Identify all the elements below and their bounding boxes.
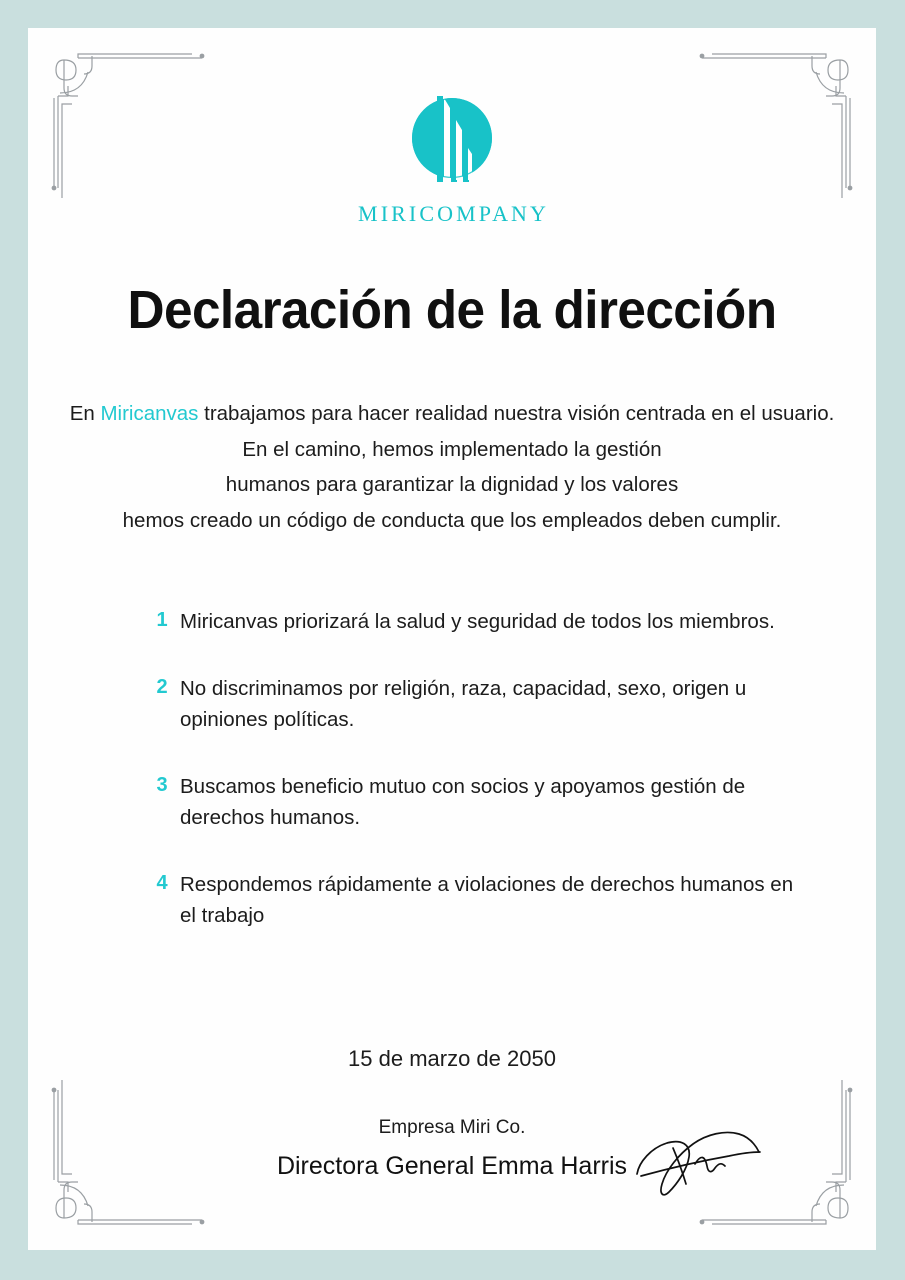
intro-line-1-suffix: trabajamos para hacer realidad nuestra visión centrada en el usuario. [198, 402, 835, 425]
clause-text: Miricanvas priorizará la salud y seguridad de todos los miembros. [180, 610, 775, 633]
handwritten-signature [633, 1118, 763, 1203]
logo-wordmark: MIRICOMPANY [358, 201, 550, 226]
clause-number: 3 [156, 773, 168, 796]
miricompany-building-circle-logo-icon [404, 90, 500, 186]
intro-line-1-prefix: En [69, 402, 101, 425]
company-name: Empresa Miri Co. [378, 1117, 526, 1138]
document-page [28, 28, 876, 1250]
intro-line-3: humanos para garantizar la dignidad y los valores [225, 473, 679, 496]
clause-item [124, 771, 806, 834]
intro-line-2: En el camino, hemos implementado la gestión [242, 437, 662, 461]
intro-brand-highlight: Miricanvas [100, 402, 199, 425]
clause-item [124, 606, 806, 638]
clause-number: 2 [156, 675, 168, 698]
clause-number: 4 [156, 871, 168, 894]
intro-line-4: hemos creado un código de conducta que los empleados deben cumplir. [122, 508, 782, 532]
clause-item [124, 673, 806, 736]
page-title: Declaración de la dirección [127, 280, 777, 340]
clause-text: Respondemos rápidamente a violaciones de derechos humanos en el trabajo [180, 872, 794, 927]
signer-name: Directora General Emma Harris [276, 1152, 628, 1180]
clause-number: 1 [156, 609, 168, 631]
intro-paragraph [68, 396, 836, 538]
clause-list [124, 606, 806, 932]
intro-line-1 [68, 396, 836, 432]
logo-block [28, 90, 876, 227]
document-date: 15 de marzo de 2050 [348, 1046, 556, 1071]
clause-text: Buscamos beneficio mutuo con socios y apoyamos gestión de derechos humanos. [180, 774, 746, 829]
clause-text: No discriminamos por religión, raza, capacidad, sexo, origen u opiniones políticas. [180, 676, 747, 731]
clause-item [124, 869, 806, 932]
